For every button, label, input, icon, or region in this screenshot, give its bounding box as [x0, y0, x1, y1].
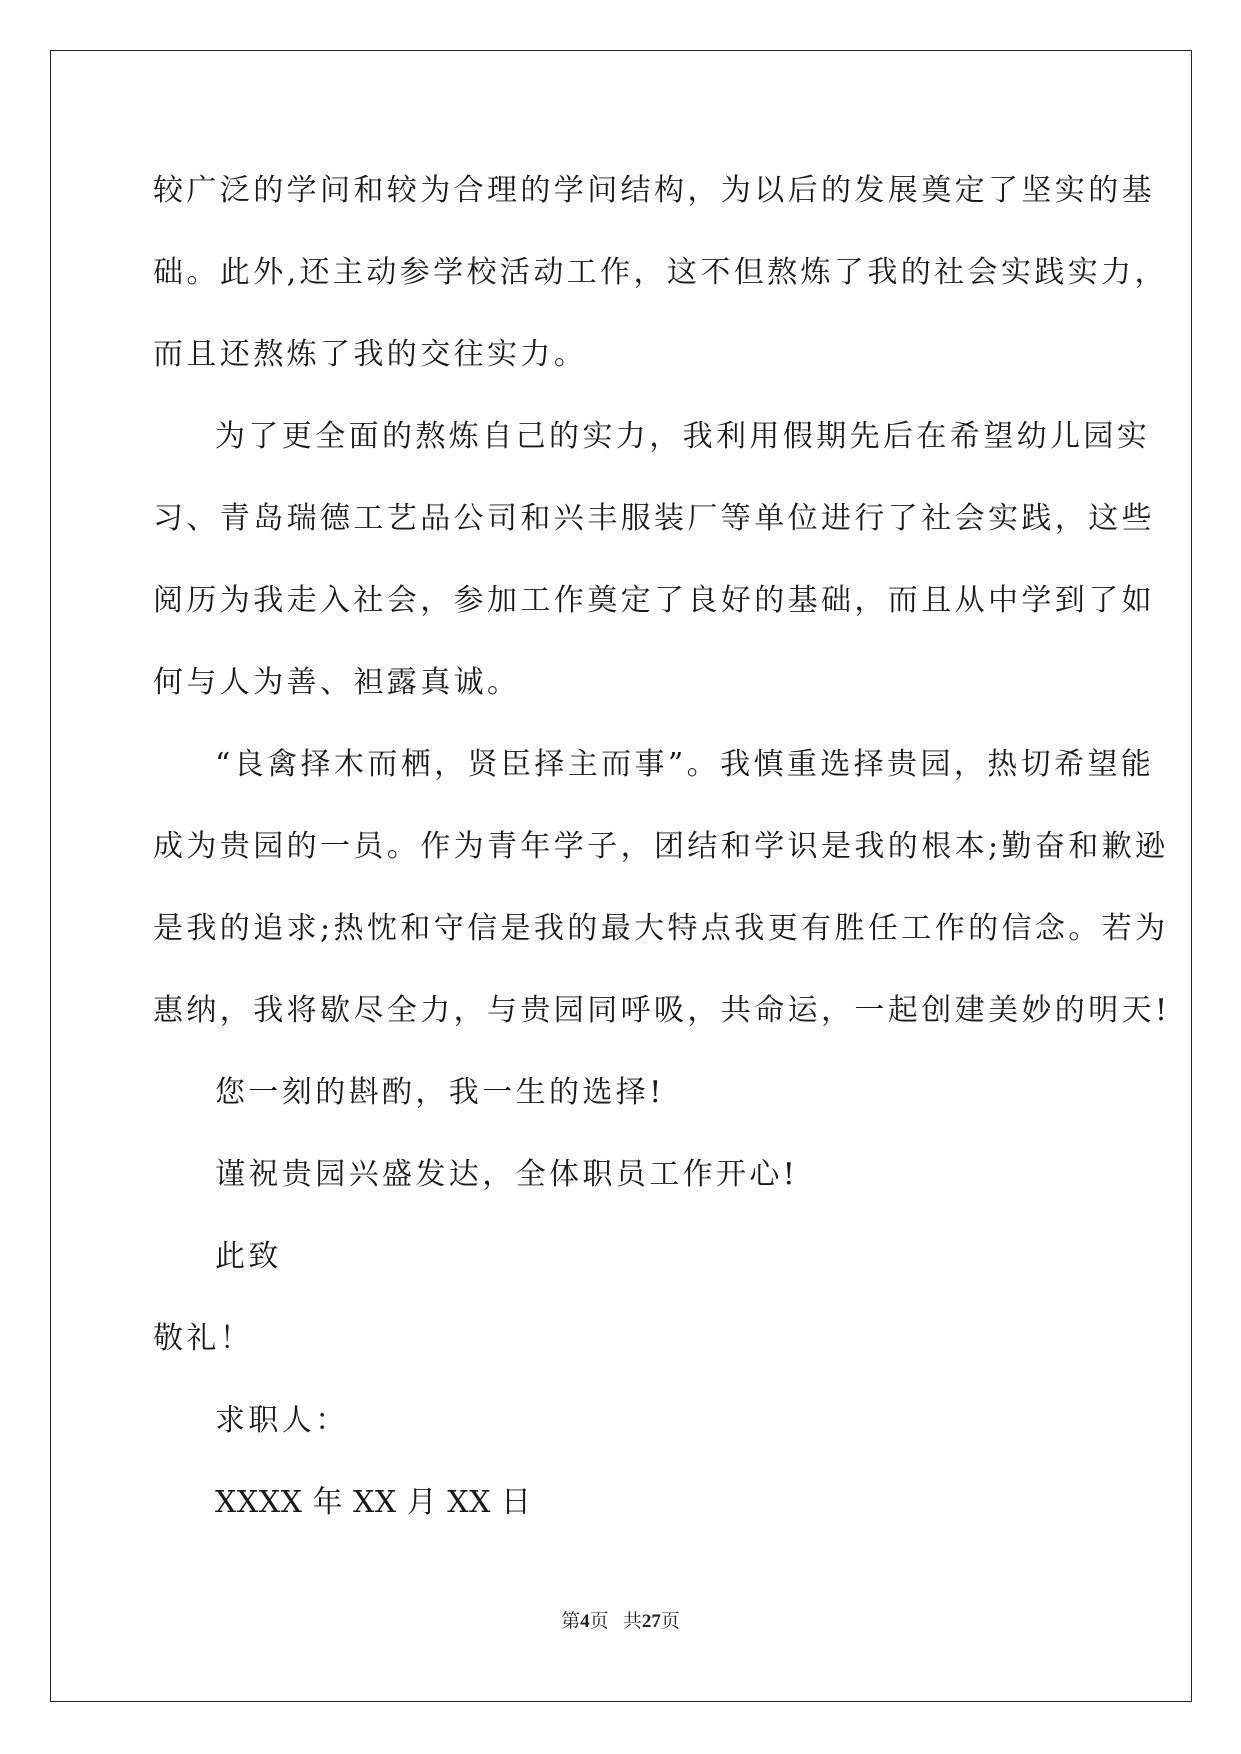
body-text-line: 较广泛的学问和较为合理的学问结构，为以后的发展奠定了坚实的基: [153, 173, 1155, 208]
applicant-signature: 求职人：: [215, 1403, 349, 1438]
body-text-line: 惠纳，我将歇尽全力，与贵园同呼吸，共命运，一起创建美妙的明天!: [153, 993, 1171, 1028]
body-text-line: 习、青岛瑞德工艺品公司和兴丰服装厂等单位进行了社会实践，这些: [153, 501, 1155, 536]
footer-page-prefix: 第: [561, 1611, 581, 1632]
body-text-line: “良禽择木而栖，贤臣择主而事”。我慎重选择贵园，热切希望能: [215, 747, 1155, 782]
footer-total-prefix: 共: [622, 1611, 642, 1632]
body-text-line: 而且还熬炼了我的交往实力。: [153, 337, 588, 372]
body-text-line: 阅历为我走入社会，参加工作奠定了良好的基础，而且从中学到了如: [153, 583, 1155, 618]
date-line: XXXX 年 XX 月 XX 日: [215, 1485, 532, 1520]
footer-total-pages: 27: [641, 1611, 661, 1632]
footer-total-suffix: 页: [660, 1611, 680, 1632]
body-text-line: 成为贵园的一员。作为青年学子，团结和学识是我的根本;勤奋和歉逊: [153, 829, 1169, 864]
footer-page-number: 4: [580, 1611, 590, 1632]
salutation: 敬礼！: [153, 1321, 254, 1356]
page-border: [50, 50, 1192, 1702]
closing-phrase: 此致: [215, 1239, 282, 1274]
body-text-line: 础。此外,还主动参学校活动工作，这不但熬炼了我的社会实践实力，: [153, 255, 1168, 290]
page-footer: [0, 1610, 1241, 1634]
footer-page-suffix: 页: [589, 1611, 609, 1632]
body-text-line: 谨祝贵园兴盛发达，全体职员工作开心!: [215, 1157, 799, 1192]
body-text-line: 何与人为善、袒露真诚。: [153, 665, 521, 700]
body-text-line: 为了更全面的熬炼自己的实力，我利用假期先后在希望幼儿园实: [215, 419, 1151, 454]
body-text-line: 是我的追求;热忱和守信是我的最大特点我更有胜任工作的信念。若为: [153, 911, 1169, 946]
body-text-line: 您一刻的斟酌，我一生的选择!: [215, 1075, 665, 1110]
